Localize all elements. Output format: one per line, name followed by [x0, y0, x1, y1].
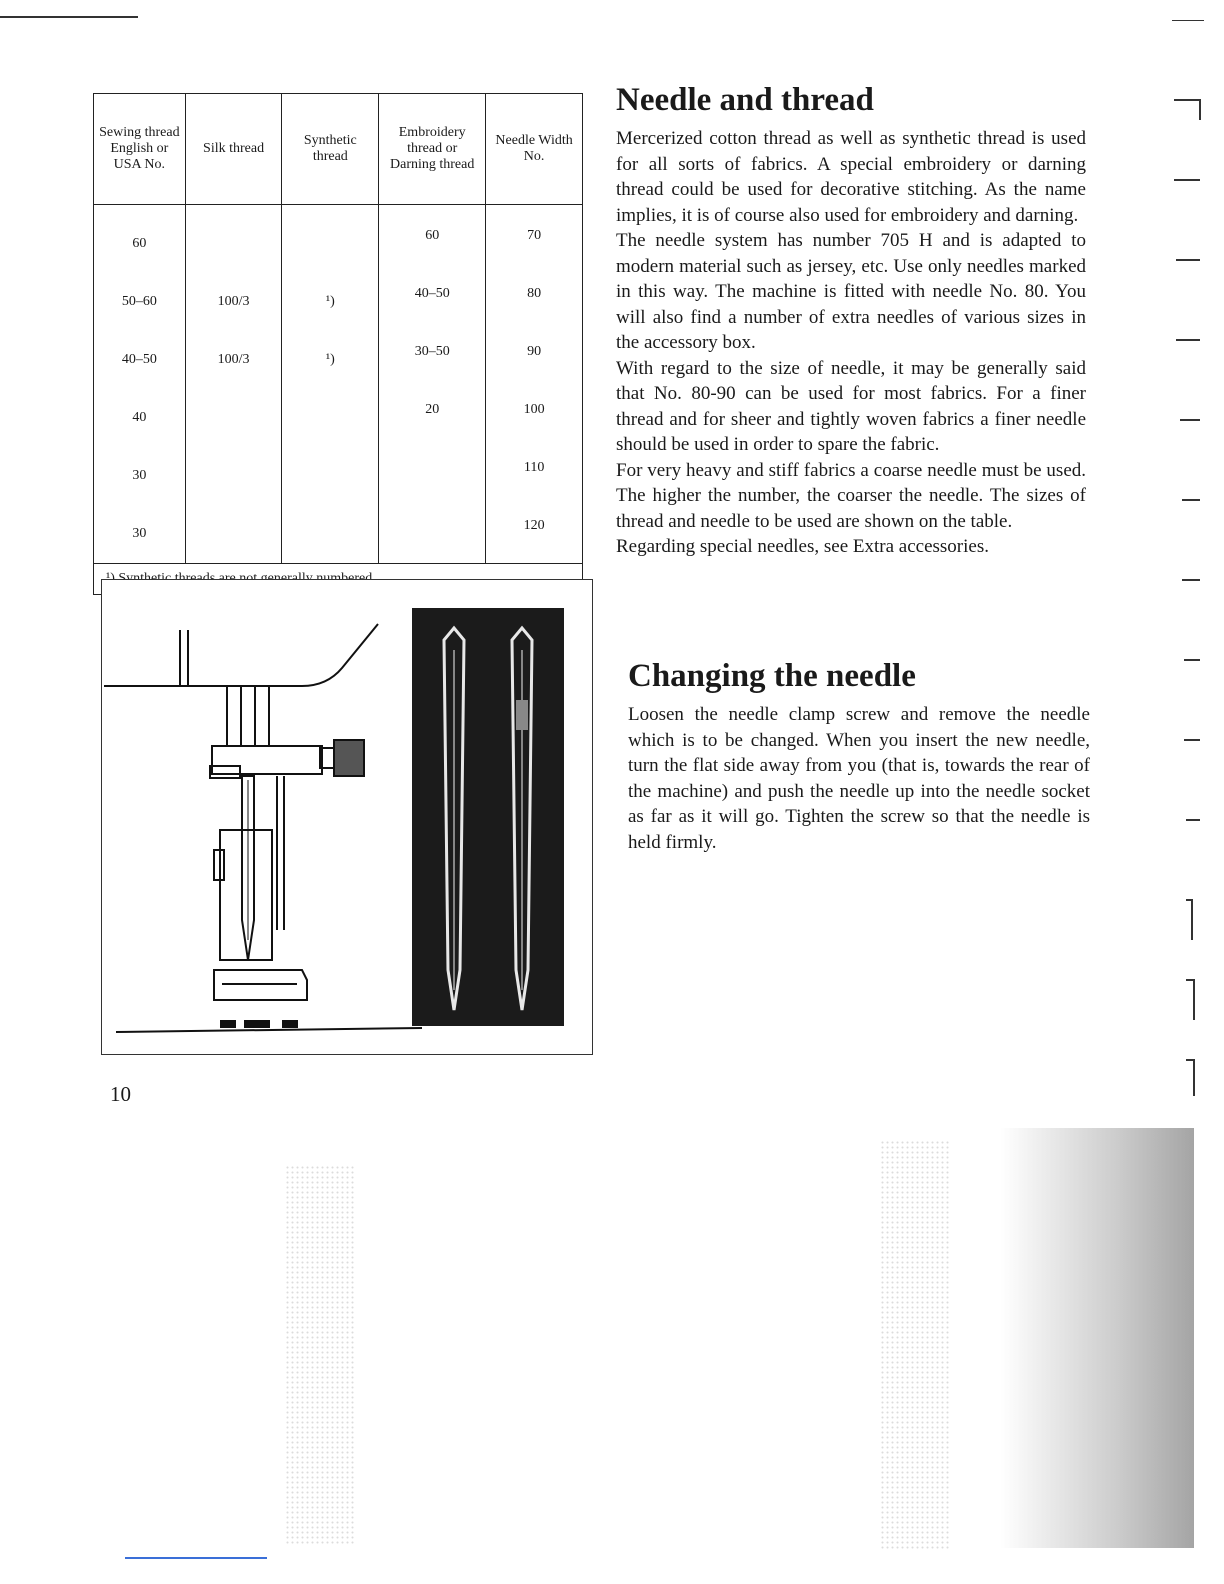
cell-sewing: 60: [94, 205, 186, 274]
scan-shadow: [1000, 1128, 1194, 1548]
cell-synthetic: [282, 447, 379, 505]
needle-and-thread-section: [616, 80, 1086, 560]
cell-silk: 100/3: [185, 331, 282, 389]
cell-embroidery: 20: [379, 381, 486, 439]
cell-needle: 80: [486, 265, 583, 323]
scan-noise: [880, 1140, 950, 1550]
cell-embroidery: [379, 439, 486, 497]
cell-embroidery: 60: [379, 197, 486, 266]
cell-synthetic: [282, 205, 379, 274]
top-rule: [0, 16, 138, 18]
cell-synthetic: [282, 505, 379, 564]
needle-illustration: [101, 579, 593, 1055]
page-number: 10: [110, 1082, 131, 1106]
cell-needle: 120: [486, 497, 583, 556]
cell-synthetic: ¹): [282, 331, 379, 389]
section-heading: Needle and thread: [616, 82, 874, 118]
cell-silk: [185, 447, 282, 505]
cell-synthetic: ¹): [282, 273, 379, 331]
section-heading: Changing the needle: [628, 658, 916, 694]
cell-embroidery: [379, 497, 486, 556]
cell-needle: 110: [486, 439, 583, 497]
table-row: [94, 505, 583, 564]
scan-edge-marks: [1170, 20, 1210, 1100]
cell-silk: [185, 389, 282, 447]
header-silk-thread: Silk thread: [185, 94, 282, 205]
cell-sewing: 50–60: [94, 273, 186, 331]
cell-needle: 100: [486, 381, 583, 439]
paragraph: The needle system has number 705 H and is adapted to modern material such as jersey, etc. Use only needles marked in this way. The machine is fitted with needle No. 80. You will also find a number of extra needles of various sizes in the accessory box.: [616, 230, 1086, 353]
paragraph: Mercerized cotton thread as well as synthetic thread is used for all sorts of fabrics. A special embroidery or darning thread could be used for decorative stitching. As the name implies, it is of course also used for embroidery and darning.: [616, 128, 1086, 226]
table-row: [94, 205, 583, 274]
scan-noise: [285, 1165, 355, 1545]
cell-sewing: 30: [94, 505, 186, 564]
paragraph: For very heavy and stiff fabrics a coarse needle must be used. The higher the number, the coarser the needle. The sizes of thread and needle to be used are shown on the table.: [616, 459, 1086, 532]
header-needle-width: Needle Width No.: [486, 94, 583, 205]
header-embroidery-thread: Embroidery thread or Darning thread: [379, 94, 486, 205]
paragraph: Regarding special needles, see Extra accessories.: [616, 536, 989, 557]
bottom-rule: [125, 1557, 267, 1559]
cell-silk: [185, 505, 282, 564]
section-body: [616, 126, 1086, 560]
cell-embroidery: 30–50: [379, 323, 486, 381]
cell-needle: 90: [486, 323, 583, 381]
paragraph: Loosen the needle clamp screw and remove the needle which is to be changed. When you insert the new needle, turn the flat side away from you (that is, towards the rear of the machine) and push the needle up into the needle socket as far as it will go. Tighten the screw so that the needle is held firmly.: [628, 704, 1090, 853]
cell-synthetic: [282, 389, 379, 447]
cell-embroidery: 40–50: [379, 265, 486, 323]
table-header-row: [94, 94, 583, 205]
header-synthetic-thread: Synthetic thread: [282, 94, 379, 205]
changing-needle-section: [628, 656, 1090, 855]
paragraph: With regard to the size of needle, it may be generally said that No. 80-90 can be used for most fabrics. For a finer thread and for sheer and tightly woven fabrics a finer needle should be used in order to spare the fabric.: [616, 357, 1086, 455]
header-sewing-thread: Sewing thread English or USA No.: [94, 94, 186, 205]
thread-needle-table: [93, 93, 583, 595]
cell-sewing: 40–50: [94, 331, 186, 389]
section-body: [628, 702, 1090, 855]
cell-needle: 70: [486, 197, 583, 266]
cell-sewing: 40: [94, 389, 186, 447]
cell-silk: 100/3: [185, 273, 282, 331]
sewing-machine-needle-drawing: [102, 580, 592, 1054]
cell-silk: [185, 205, 282, 274]
cell-sewing: 30: [94, 447, 186, 505]
